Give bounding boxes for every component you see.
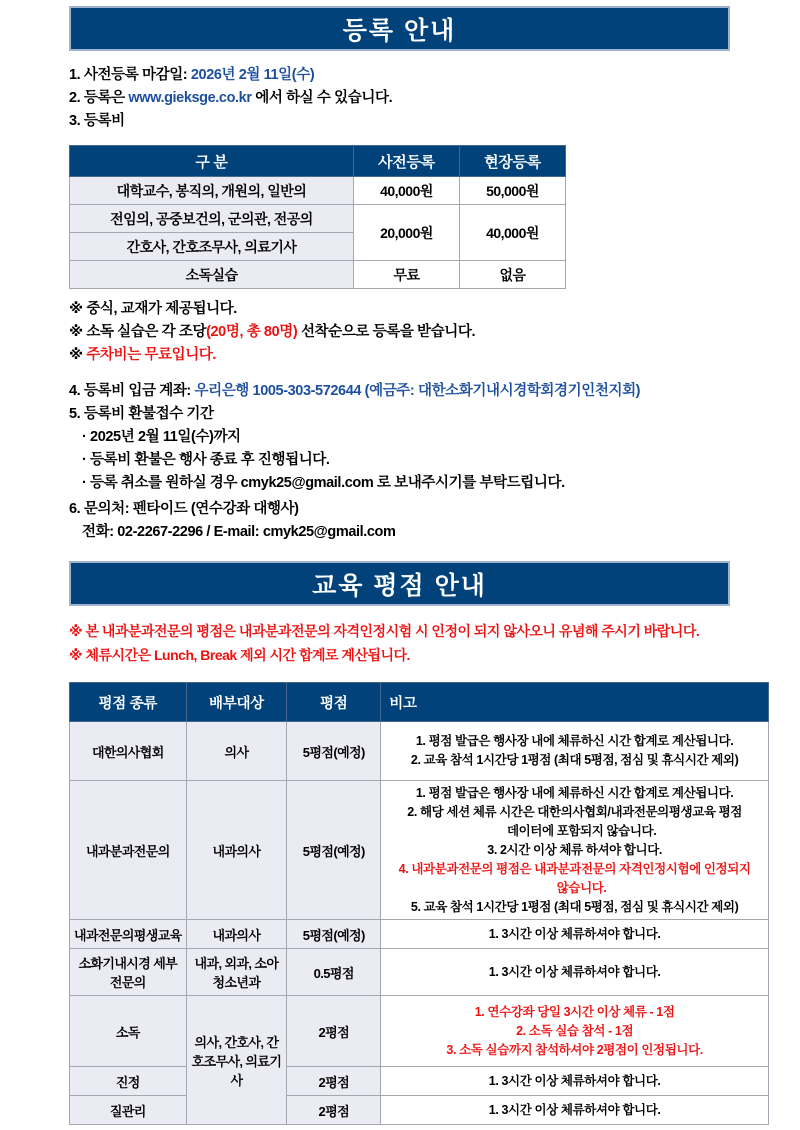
credit-target-merged: 의사, 간호사, 간호조무사, 의료기사 (186, 996, 287, 1125)
credit-target: 내과의사 (186, 781, 287, 920)
credit-section-title: 교육 평점 안내 (312, 571, 487, 600)
credit-target: 의사 (186, 722, 287, 781)
note-meal: ※ 중식, 교재가 제공됩니다. (69, 301, 237, 317)
registration-section-header (69, 6, 730, 51)
credit-col-remark: 비고 (381, 683, 769, 722)
credit-remark-warning: 3. 소독 실습까지 참석하셔야 2평점이 인정됩니다. (446, 1042, 703, 1057)
deadline-date: 2026년 2월 11일(수) (190, 67, 315, 83)
fee-category: 전임의, 공중보건의, 군의관, 전공의 (70, 205, 354, 233)
credit-row-sedation (70, 1067, 769, 1096)
credit-value: 2평점 (287, 1096, 381, 1125)
credit-remark: 1. 평점 발급은 행사장 내에 체류하신 시간 합계로 계산됩니다. 2. 해당 세션 체류 시간은 대한의사협회/내과전문의평생교육 평점 데이터에 포함되지 않습니다. 3. 2시간 이상 체류 하셔야 합니다. 4. 내과분과전문의 평점은 내과분과전문의 자격인정시험에 인정되지 않습니다. 5. 교육 참석 1시간당 1평점 (최대 5평점, 점심 및 휴식시간 제외) (381, 781, 769, 920)
credit-table (69, 682, 769, 1125)
credit-row-lifelong-education (70, 920, 769, 949)
fee-onsite-value-merged: 40,000원 (460, 205, 566, 261)
credit-type: 내과전문의평생교육 (70, 920, 187, 949)
credit-target: 내과의사 (186, 920, 287, 949)
fee-pre-value: 40,000원 (354, 177, 460, 205)
fee-category: 대학교수, 봉직의, 개원의, 일반의 (70, 177, 354, 205)
credit-value: 2평점 (287, 996, 381, 1067)
credit-type: 내과분과전문의 (70, 781, 187, 920)
credit-value: 0.5평점 (287, 949, 381, 996)
credit-row-quality-control (70, 1096, 769, 1125)
parking-free-highlight: 주차비는 무료입니다. (86, 347, 217, 363)
fee-pre-value: 무료 (354, 261, 460, 289)
credit-row-kma (70, 722, 769, 781)
bank-account-number: 우리은행 1005-303-572644 (예금주: 대한소화기내시경학회경기인천지회) (194, 383, 641, 399)
fee-onsite-value: 50,000원 (460, 177, 566, 205)
credit-type: 질관리 (70, 1096, 187, 1125)
credit-type: 소독 (70, 996, 187, 1067)
note-parking: ※ 주차비는 무료입니다. (69, 347, 217, 363)
credit-value: 5평점(예정) (287, 781, 381, 920)
credit-col-credit: 평점 (287, 683, 381, 722)
credit-notes (69, 619, 769, 667)
credit-remark-warning: 2. 소독 실습 참석 - 1점 (516, 1023, 634, 1038)
item-bank-account: 4. 등록비 입금 계좌: 우리은행 1005-303-572644 (예금주: 대한소화기내시경학회경기인천지회) (69, 383, 641, 399)
fee-category: 간호사, 간호조무사, 의료기사 (70, 233, 354, 261)
item-register-url: 2. 등록은 www.gieksge.co.kr 에서 하실 수 있습니다. (69, 90, 393, 106)
credit-remark-warning: 1. 연수강좌 당일 3시간 이상 체류 - 1점 (474, 1004, 675, 1019)
note-disinfection-capacity: ※ 소독 실습은 각 조당(20명, 총 80명) 선착순으로 등록을 받습니다. (69, 324, 476, 340)
credit-remark: 1. 3시간 이상 체류하셔야 합니다. (381, 1096, 769, 1125)
fee-pre-value-merged: 20,000원 (354, 205, 460, 261)
refund-block (69, 403, 769, 495)
credit-remark: 1. 3시간 이상 체류하셔야 합니다. (381, 949, 769, 996)
registration-section-title: 등록 안내 (342, 16, 457, 45)
fee-category: 소독실습 (70, 261, 354, 289)
credit-type: 소화기내시경 세부전문의 (70, 949, 187, 996)
credit-row-gi-endoscopy (70, 949, 769, 996)
fee-col-category: 구 분 (70, 146, 354, 177)
item-refund-title: 5. 등록비 환불접수 기간 (69, 406, 214, 422)
credit-row-disinfection (70, 996, 769, 1067)
credit-remark: 1. 3시간 이상 체류하셔야 합니다. (381, 1067, 769, 1096)
capacity-highlight: (20명, 총 80명) (206, 324, 298, 340)
credit-col-target: 배부대상 (186, 683, 287, 722)
contact-phone-email: 전화: 02-2267-2296 / E-mail: cmyk25@gmail.com (82, 524, 396, 540)
credit-table-header-row (70, 683, 769, 722)
credit-remark: 1. 평점 발급은 행사장 내에 체류하신 시간 합계로 계산됩니다. 2. 교육 참석 1시간당 1평점 (최대 5평점, 점심 및 휴식시간 제외) (381, 722, 769, 781)
fee-table (69, 145, 566, 289)
credit-type: 진정 (70, 1067, 187, 1096)
fee-row-disinfection (70, 261, 566, 289)
item-contact-title: 6. 문의처: 펜타이드 (연수강좌 대행사) (69, 501, 299, 517)
credit-section-header (69, 561, 730, 606)
credit-note-exam: ※ 본 내과분과전문의 평점은 내과분과전문의 자격인정시험 시 인정이 되지 않사오니 유념해 주시기 바랍니다. (69, 623, 700, 639)
credit-target: 내과, 외과, 소아청소년과 (186, 949, 287, 996)
credit-value: 5평점(예정) (287, 722, 381, 781)
registration-url: www.gieksge.co.kr (128, 90, 252, 106)
credit-note-stay-time: ※ 체류시간은 Lunch, Break 제외 시간 합계로 계산됩니다. (69, 647, 410, 663)
credit-remark: 1. 3시간 이상 체류하셔야 합니다. (381, 920, 769, 949)
item-fee-heading: 3. 등록비 (69, 113, 125, 129)
fee-row-fellows (70, 205, 566, 233)
credit-remark-warning: 4. 내과분과전문의 평점은 내과분과전문의 자격인정시험에 인정되지 (398, 861, 751, 876)
refund-bullet: · 등록비 환불은 행사 종료 후 진행됩니다. (82, 452, 330, 468)
fee-row-professors (70, 177, 566, 205)
registration-items (69, 64, 769, 133)
credit-type: 대한의사협회 (70, 722, 187, 781)
contact-block (69, 498, 769, 544)
credit-value: 5평점(예정) (287, 920, 381, 949)
credit-col-type: 평점 종류 (70, 683, 187, 722)
credit-value: 2평점 (287, 1067, 381, 1096)
fee-onsite-value: 없음 (460, 261, 566, 289)
credit-row-subspecialty (70, 781, 769, 920)
credit-remark (381, 996, 769, 1067)
credit-remark-warning: 않습니다. (556, 880, 607, 895)
refund-bullet: · 2025년 2월 11일(수)까지 (82, 429, 241, 445)
fee-table-header-row (70, 146, 566, 177)
fee-col-preregistration: 사전등록 (354, 146, 460, 177)
registration-notes (69, 298, 769, 367)
refund-bullet: · 등록 취소를 원하실 경우 cmyk25@gmail.com 로 보내주시기를 부탁드립니다. (82, 475, 565, 491)
item-deadline: 1. 사전등록 마감일: 2026년 2월 11일(수) (69, 67, 315, 83)
fee-col-onsite: 현장등록 (460, 146, 566, 177)
